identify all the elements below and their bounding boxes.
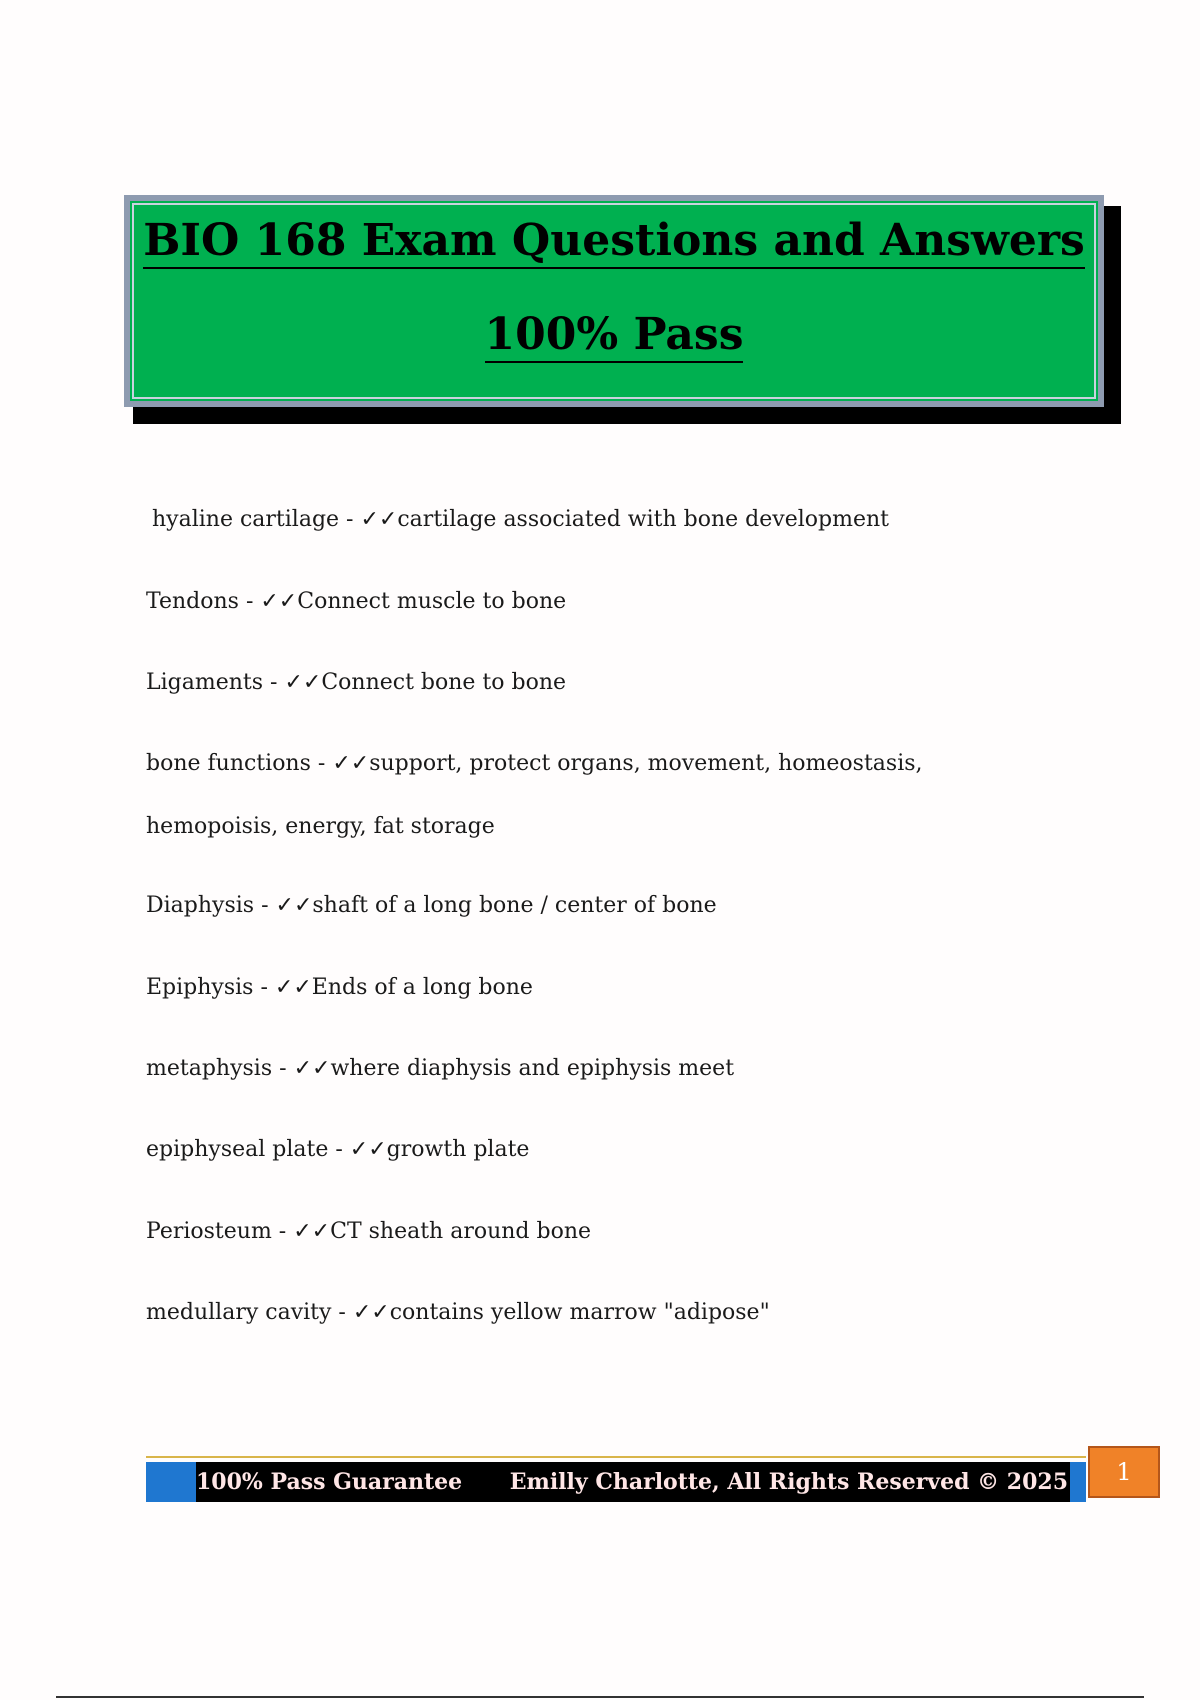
- list-item: Periosteum - ✓✓CT sheath around bone: [146, 1219, 592, 1244]
- entry-term: medullary cavity: [146, 1300, 332, 1325]
- entry-definition: cartilage associated with bone development: [397, 507, 889, 532]
- entry-definition: growth plate: [386, 1137, 530, 1162]
- entry-term: Periosteum: [146, 1219, 272, 1244]
- entry-definition: Connect bone to bone: [321, 670, 567, 695]
- list-item: Epiphysis - ✓✓Ends of a long bone: [146, 975, 533, 1000]
- entry-term: metaphysis: [146, 1056, 273, 1081]
- footer-accent-left: [146, 1462, 196, 1502]
- list-item: metaphysis - ✓✓where diaphysis and epiphysis meet: [146, 1056, 735, 1081]
- double-check-icon: ✓✓: [293, 1219, 331, 1244]
- entry-definition: CT sheath around bone: [330, 1219, 592, 1244]
- entry-definition: Connect muscle to bone: [297, 589, 567, 614]
- entry-term: hyaline cartilage: [152, 507, 340, 532]
- footer-guarantee-text: 100% Pass Guarantee: [196, 1469, 463, 1495]
- entry-definition: contains yellow marrow "adipose": [389, 1300, 770, 1325]
- page-subtitle: [130, 307, 1098, 363]
- double-check-icon: ✓✓: [260, 589, 298, 614]
- entry-term: epiphyseal plate: [146, 1137, 329, 1162]
- double-check-icon: ✓✓: [284, 670, 322, 695]
- list-item: hyaline cartilage - ✓✓cartilage associated with bone development: [152, 507, 889, 532]
- entry-term: bone functions: [146, 751, 311, 776]
- double-check-icon: ✓✓: [349, 1137, 387, 1162]
- double-check-icon: ✓✓: [360, 507, 398, 532]
- page-title-line-2: 100% Pass: [485, 309, 744, 363]
- entry-definition: shaft of a long bone / center of bone: [312, 893, 717, 918]
- entry-term: Tendons: [146, 589, 239, 614]
- page-title-line-1: BIO 168 Exam Questions and Answers: [143, 215, 1085, 269]
- double-check-icon: ✓✓: [332, 751, 370, 776]
- entry-definition: Ends of a long bone: [311, 975, 533, 1000]
- list-item: Tendons - ✓✓Connect muscle to bone: [146, 589, 567, 614]
- page-number-badge: [1088, 1446, 1160, 1498]
- page-bottom-divider: [56, 1696, 1144, 1698]
- list-item: medullary cavity - ✓✓contains yellow marrow "adipose": [146, 1300, 770, 1325]
- double-check-icon: ✓✓: [352, 1300, 390, 1325]
- footer-copyright-text: Emilly Charlotte, All Rights Reserved © 2025: [509, 1469, 1068, 1495]
- list-item: epiphyseal plate - ✓✓growth plate: [146, 1137, 530, 1162]
- entry-term: Ligaments: [146, 670, 264, 695]
- double-check-icon: ✓✓: [274, 975, 312, 1000]
- double-check-icon: ✓✓: [275, 893, 313, 918]
- footer-bar: [146, 1462, 1086, 1502]
- entry-definition: where diaphysis and epiphysis meet: [330, 1056, 735, 1081]
- title-box: [124, 195, 1104, 407]
- double-check-icon: ✓✓: [293, 1056, 331, 1081]
- list-item: bone functions - ✓✓support, protect organs, movement, homeostasis, hemopoisis, energy, fat storage: [146, 751, 923, 839]
- entry-definition: support, protect organs, movement, homeostasis, hemopoisis, energy, fat storage: [146, 751, 923, 839]
- page-title: [130, 213, 1098, 269]
- page-number: 1: [1116, 1458, 1132, 1486]
- entry-term: Epiphysis: [146, 975, 254, 1000]
- list-item: Diaphysis - ✓✓shaft of a long bone / center of bone: [146, 893, 717, 918]
- footer-divider: [146, 1456, 1086, 1458]
- footer-accent-right: [1070, 1462, 1086, 1502]
- list-item: Ligaments - ✓✓Connect bone to bone: [146, 670, 567, 695]
- entry-term: Diaphysis: [146, 893, 255, 918]
